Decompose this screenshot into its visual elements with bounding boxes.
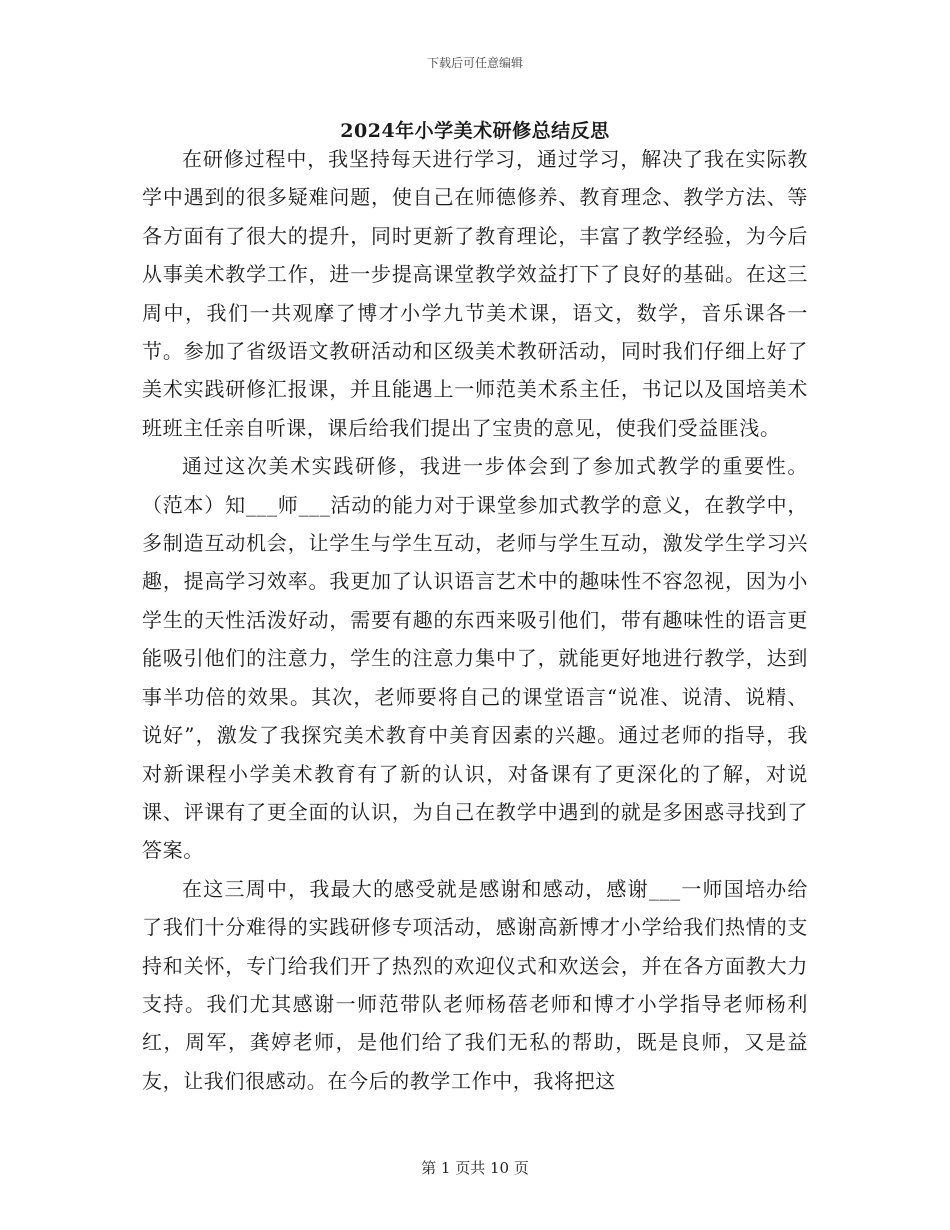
body-paragraph-2: 通过这次美术实践研修，我进一步体会到了参加式教学的重要性。（范本）知___师___活动的能力对于课堂参加式教学的意义，在教学中，多制造互动机会，让学生与学生互动，老师与学生互动，激发学生学习兴趣，提高学习效率。我更加了认识语言艺术中的趣味性不容忽视，因为小学生的天性活泼好动，需要有趣的东西来吸引他们，带有趣味性的语言更能吸引他们的注意力，学生的注意力集中了，就能更好地进行教学，达到事半功倍的效果。其次，老师要将自己的课堂语言“说准、说清、说精、说好”，激发了我探究美术教育中美育因素的兴趣。通过老师的指导，我对新课程小学美术教育有了新的认识，对备课有了更深化的了解，对说课、评课有了更全面的认识，为自己在教学中遇到的就是多困惑寻找到了答案。 xyxy=(142,454,808,863)
body-paragraph-1: 在研修过程中，我坚持每天进行学习，通过学习，解决了我在实际教学中遇到的很多疑难问题，使自己在师德修养、教育理念、教学方法、等各方面有了很大的提升，同时更新了教育理论，丰富了教学经验，为今后从事美术教学工作，进一步提高课堂教学效益打下了良好的基础。在这三周中，我们一共观摩了博才小学九节美术课，语文，数学，音乐课各一节。参加了省级语文教研活动和区级美术教研活动，同时我们仔细上好了美术实践研修汇报课，并且能遇上一师范美术系主任，书记以及国培美术班班主任亲自听课，课后给我们提出了宝贵的意见，使我们受益匪浅。 xyxy=(142,147,808,440)
body-paragraph-3: 在这三周中，我最大的感受就是感谢和感动，感谢___一师国培办给了我们十分难得的实践研修专项活动，感谢高新博才小学给我们热情的支持和关怀，专门给我们开了热烈的欢迎仪式和欢送会，并在各方面教大力支持。我们尤其感谢一师范带队老师杨蓓老师和博才小学指导老师杨利红，周军，龚婷老师，是他们给了我们无私的帮助，既是良师，又是益友，让我们很感动。在今后的教学工作中，我将把这 xyxy=(142,876,808,1093)
document-body xyxy=(142,140,808,1100)
document-title: 2024年小学美术研修总结反思 xyxy=(340,120,610,142)
page-footer: 第 1 页共 10 页 xyxy=(421,1159,529,1177)
page-header-note: 下载后可任意编辑 xyxy=(426,56,523,70)
